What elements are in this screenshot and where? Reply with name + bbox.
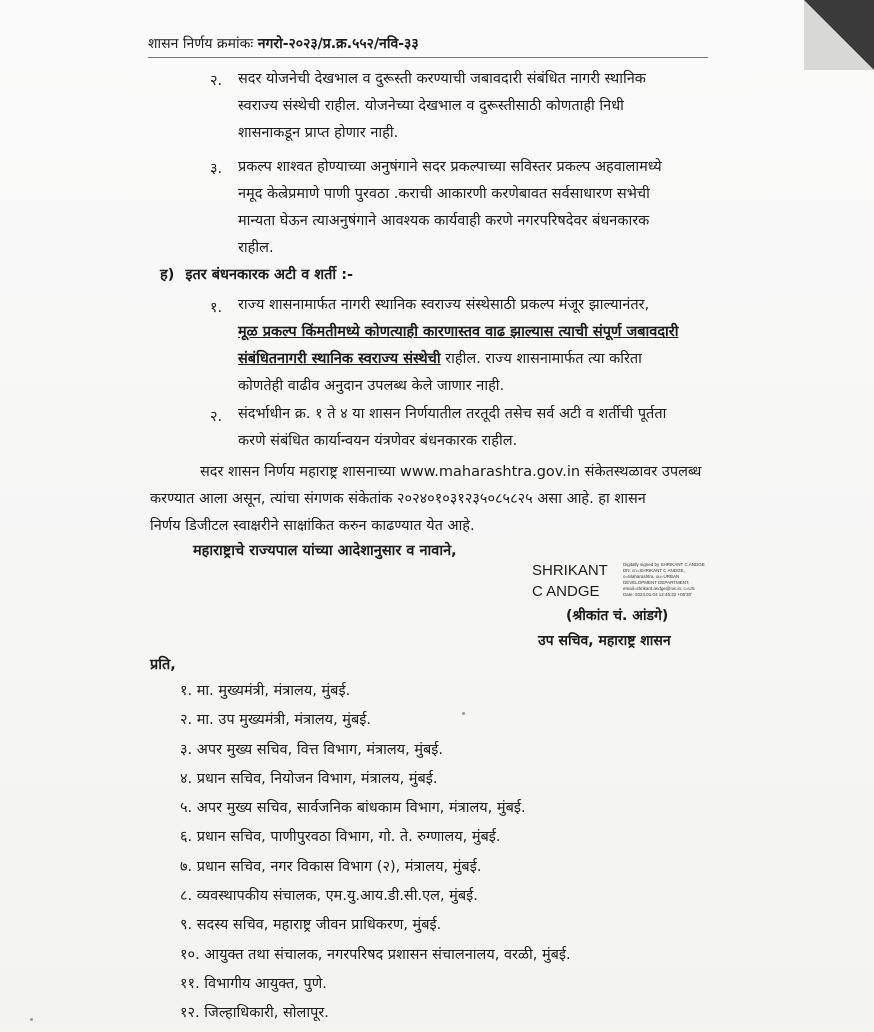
text-span: राहील. राज्य शासनामार्फत त्या करिता [440, 351, 642, 367]
condition-text [238, 154, 662, 262]
list-item: १२. जिल्हाधिकारी, सोलापूर. [180, 1005, 329, 1022]
text-line: कोणतेही वाढीव अनुदान उपलब्ध केले जाणार नाही. [238, 378, 505, 394]
text-line: शासनाकडून प्राप्त होणार नाही. [238, 125, 399, 141]
recipients-list [180, 680, 571, 1032]
header-reference-number: नगरो-२०२३/प्र.क्र.५५२/नवि-३३ [257, 36, 419, 52]
recipients-heading: प्रति, [150, 657, 176, 673]
text-line: संदर्भाधीन क्र. १ ते ४ या शासन निर्णयातील तरतूदी तसेच सर्व अटी व शर्तीची पूर्तता [238, 406, 667, 422]
header-prefix: शासन निर्णय क्रमांकः [148, 36, 254, 52]
section-heading [160, 262, 353, 289]
list-item: ८. व्यवस्थापकीय संचालक, एम.यु.आय.डी.सी.एल, मुंबई. [180, 888, 478, 905]
signatory-name: (श्रीकांत चं. आंडगे) [566, 608, 669, 624]
text-line: नमूद केल्रेप्रमाणे पाणी पुरवठा .कराची आकारणी करणेबावत सर्वसाधारण सभेची [238, 186, 650, 202]
list-item: १०. आयुक्त तथा संचालक, नगरपरिषद प्रशासन संचालनालय, वरळी, मुंबई. [180, 946, 571, 963]
document-header [148, 34, 419, 53]
text-line: मान्यता घेऊन त्याअनुषंगाने आवश्यक कार्यवाही करणे नगरपरिषदेवर बंधनकारक [238, 213, 650, 229]
text-line: करणे संबंधित कार्यान्वयन यंत्रणेवर बंधनकारक राहील. [238, 433, 518, 449]
condition-text [238, 66, 646, 147]
page-fold-corner [804, 0, 874, 70]
digital-signature-name [532, 560, 608, 602]
signature-meta-line: DN: cn=SHRIKANT C ANDGE, [623, 568, 685, 573]
section-label: ह) [160, 267, 175, 283]
signature-meta-line: Date: 2024.01.03 12:45:32 +05'30' [623, 592, 692, 597]
text-line: राज्य शासनामार्फत नागरी स्थानिक स्वराज्य संस्थेसाठी प्रकल्प मंजूर झाल्यानंतर, [238, 297, 650, 313]
header-divider [148, 57, 708, 58]
list-item: ७. प्रधान सचिव, नगर विकास विभाग (२), मंत्रालय, मुंबई. [180, 858, 482, 875]
text-line: करण्यात आला असून, त्यांचा संगणक संकेतांक २०२४०१०३१२३५०८५८२५ असा आहे. हा शासन [150, 491, 646, 507]
scan-speck [462, 712, 465, 715]
list-item: ६. प्रधान सचिव, पाणीपुरवठा विभाग, गो. ते. रुग्णालय, मुंबई. [180, 829, 501, 846]
condition-text [238, 292, 678, 400]
text-line [238, 346, 678, 373]
signature-meta-line: DEVELOPMENT DEPARTMENT, [623, 580, 690, 585]
text-line: स्वराज्य संस्थेची राहील. योजनेच्या देखभाल व दुरूस्तीसाठी कोणताही निधी [238, 98, 624, 114]
text-line: सदर शासन निर्णय महाराष्ट्र शासनाच्या www.maharashtra.gov.in संकेतस्थळावर उपलब्ध [200, 464, 702, 480]
signatory-designation: उप सचिव, महाराष्ट्र शासन [538, 633, 671, 649]
condition-number: ३. [210, 161, 223, 177]
text-line: सदर योजनेची देखभाल व दुरूस्ती करण्याची जबावदारी संबंधित नागरी स्थानिक [238, 71, 646, 87]
signature-meta-line: o=Maharashtra, ou=URBAN [623, 574, 680, 579]
text-line: प्रकल्प शाश्वत होण्याच्या अनुषंगाने सदर प्रकल्पाच्या सविस्तर प्रकल्प अहवालामध्ये [238, 159, 662, 175]
signature-meta-line: email=shrikant.andge@nic.in, c=US [623, 586, 695, 591]
list-item: २. मा. उप मुख्यमंत्री, मंत्रालय, मुंबई. [180, 712, 371, 729]
condition-number: २. [210, 73, 223, 89]
governor-order-line: महाराष्ट्राचे राज्यपाल यांच्या आदेशानुसार व नावाने, [193, 543, 457, 559]
list-item: ५. अपर मुख्य सचिव, सार्वजनिक बांधकाम विभाग, मंत्रालय, मुंबई. [180, 800, 526, 817]
condition-number: १. [210, 300, 223, 316]
list-item: ११. विभागीय आयुक्त, पुणे. [180, 975, 327, 992]
section-title: इतर बंधनकारक अटी व शर्ती :- [185, 267, 354, 283]
list-item: ४. प्रधान सचिव, नियोजन विभाग, मंत्रालय, मुंबई. [180, 770, 438, 787]
digital-signature-details [623, 562, 743, 598]
list-item: ९. सदस्य सचिव, महाराष्ट्र जीवन प्राधिकरण, मुंबई. [180, 917, 442, 934]
text-line-emphasis: मूळ प्रकल्प किंमतीमध्ये कोणत्याही कारणास्तव वाढ झाल्यास त्याची संपूर्ण जबावदारी [238, 324, 679, 340]
text-line: राहील. [238, 240, 274, 256]
signature-meta-line: Digitally signed by SHRIKANT C ANDGE [623, 562, 705, 567]
text-line: निर्णय डिजीटल स्वाक्षरीने साक्षांकित करुन काढण्यात येत आहे. [150, 518, 475, 534]
list-item: ३. अपर मुख्य सचिव, वित्त विभाग, मंत्रालय, मुंबई. [180, 741, 443, 758]
scan-speck [30, 1018, 33, 1021]
condition-number: २. [210, 409, 223, 425]
list-item: १. मा. मुख्यमंत्री, मंत्रालय, मुंबई. [180, 683, 351, 699]
signature-name-line: SHRIKANT [532, 562, 608, 579]
closing-paragraph [150, 459, 701, 540]
condition-text [238, 401, 666, 455]
signature-name-line: C ANDGE [532, 583, 600, 600]
text-emphasis: संबंधितनागरी स्थानिक स्वराज्य संस्थेची [238, 351, 441, 367]
